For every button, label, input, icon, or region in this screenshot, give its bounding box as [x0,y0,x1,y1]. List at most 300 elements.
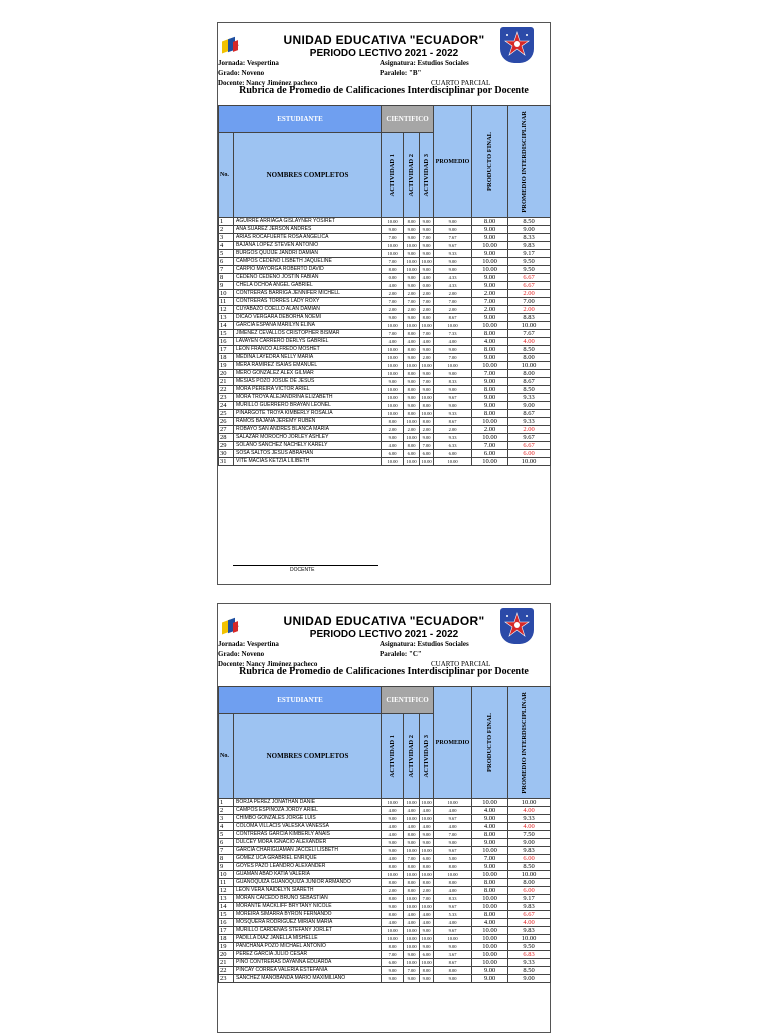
promedio-score: 8.33 [434,895,472,903]
actividad-2-score: 10.00 [404,959,420,967]
promedio-score: 9.00 [434,258,472,266]
actividad-2-score: 9.00 [404,975,420,983]
producto-final-score: 9.00 [472,863,508,871]
actividad-3-score: 10.00 [421,259,432,264]
promedio-interdisciplinar-score: 10.00 [508,871,551,879]
promedio-score: 7.00 [434,298,472,306]
producto-final-score: 8.00 [472,831,508,839]
actividad-2-score: 10.00 [404,815,420,823]
actividad-3-score: 2.00 [420,290,434,298]
producto-final-score: 9.00 [472,274,508,282]
header-producto-final: PRODUCTO FINAL [486,132,494,191]
parcial-label: CUARTO PARCIAL [431,79,491,87]
producto-final-score: 9.00 [472,967,508,975]
header-producto-final: PRODUCTO FINAL [486,713,494,772]
row-number: 8 [219,274,234,282]
actividad-2-score: 7.00 [404,967,420,975]
producto-final-score: 10.00 [472,266,508,274]
actividad-1-score: 7.00 [382,330,404,338]
promedio-score: 10.00 [434,799,472,807]
promedio-score: 8.33 [434,378,472,386]
row-number: 22 [219,967,234,975]
promedio-interdisciplinar-score: 7.50 [508,831,551,839]
actividad-2-score: 9.00 [404,282,420,290]
promedio-interdisciplinar-score: 2.00 [508,306,551,314]
table-row [219,394,551,402]
actividad-3-score: 2.00 [420,306,434,314]
student-name: RAMOS BAJAÑA JEREMY RUBEN [234,418,382,426]
table-row [219,346,551,354]
header-nombres: NOMBRES COMPLETOS [234,714,382,799]
actividad-1-score: 2.00 [382,887,404,895]
actividad-3-score: 10.00 [421,936,432,941]
header-actividad-1: ACTIVIDAD 1 [389,734,397,778]
row-number: 8 [219,855,234,863]
actividad-2-score: 9.00 [404,314,420,322]
promedio-interdisciplinar-score: 4.00 [508,338,551,346]
promedio-interdisciplinar-score: 10.00 [508,799,551,807]
promedio-interdisciplinar-score: 9.33 [508,418,551,426]
actividad-2-score: 10.00 [404,927,420,935]
actividad-3-score: 7.00 [420,895,434,903]
actividad-1-score: 4.00 [382,338,404,346]
student-name: PINO CONTRERAS DAYANNA EDUARDA [234,959,382,967]
header-actividad-3: ACTIVIDAD 3 [423,153,431,197]
actividad-3-score: 4.00 [420,807,434,815]
promedio-interdisciplinar-score: 2.00 [508,290,551,298]
row-number: 21 [219,959,234,967]
promedio-interdisciplinar-score: 9.50 [508,943,551,951]
table-row [219,863,551,871]
actividad-3-score: 9.00 [420,218,434,226]
actividad-3-score: 9.00 [420,831,434,839]
row-number: 23 [219,394,234,402]
actividad-1-score: 9.00 [382,975,404,983]
producto-final-score: 10.00 [472,434,508,442]
table-row [219,370,551,378]
signature-label: DOCENTE [290,567,315,573]
table-row [219,831,551,839]
promedio-score: 9.67 [434,903,472,911]
producto-final-score: 9.00 [472,226,508,234]
row-number: 16 [219,338,234,346]
actividad-3-score: 4.00 [420,274,434,282]
promedio-interdisciplinar-score: 9.33 [508,394,551,402]
header-actividad-1: ACTIVIDAD 1 [389,153,397,197]
actividad-1-score: 4.00 [382,855,404,863]
actividad-3-score: 10.00 [421,872,432,877]
promedio-interdisciplinar-score: 9.00 [508,975,551,983]
promedio-score: 7.00 [434,831,472,839]
promedio-interdisciplinar-score: 6.00 [508,855,551,863]
actividad-1-score: 10.00 [382,346,404,354]
student-name: ROBAYO SAN ANDRES BLANCA MARIA [234,426,382,434]
grades-table [218,105,551,466]
table-row [219,290,551,298]
row-number: 1 [219,218,234,226]
actividad-1-score: 10.00 [382,935,404,943]
producto-final-score: 8.00 [472,410,508,418]
actividad-3-score: 9.00 [420,226,434,234]
table-row [219,967,551,975]
actividad-1-score: 10.00 [382,871,404,879]
actividad-2-score: 6.00 [404,450,420,458]
student-name: PINCAY CORREA VALERIA ESTEFANIA [234,967,382,975]
promedio-interdisciplinar-score: 10.00 [508,458,551,466]
header-no: No. [219,714,234,799]
row-number: 7 [219,847,234,855]
header-estudiante: ESTUDIANTE [219,106,382,133]
promedio-interdisciplinar-score: 8.67 [508,410,551,418]
header-actividad-2: ACTIVIDAD 2 [408,734,416,778]
promedio-interdisciplinar-score: 9.83 [508,903,551,911]
row-number: 9 [219,282,234,290]
promedio-score: 9.00 [434,975,472,983]
row-number: 21 [219,378,234,386]
producto-final-score: 10.00 [472,799,508,807]
promedio-interdisciplinar-score: 9.00 [508,839,551,847]
header-promedio: PROMEDIO [434,106,472,218]
producto-final-score: 8.00 [472,218,508,226]
promedio-interdisciplinar-score: 6.00 [508,450,551,458]
table-row [219,258,551,266]
actividad-2-score: 7.00 [404,298,420,306]
promedio-score: 9.67 [434,927,472,935]
actividad-3-score: 8.00 [420,402,434,410]
row-number: 1 [219,799,234,807]
student-name: MORA TROYA ALEJANDRINA ELIZABETH [234,394,382,402]
actividad-1-score: 4.00 [382,831,404,839]
actividad-2-score: 10.00 [404,322,420,330]
table-row [219,242,551,250]
row-number: 11 [219,879,234,887]
promedio-score: 10.00 [434,458,472,466]
row-number: 4 [219,242,234,250]
actividad-1-score: 8.00 [382,943,404,951]
actividad-3-score: 10.00 [421,411,432,416]
promedio-interdisciplinar-score: 8.00 [508,879,551,887]
asignatura-label: Asignatura: Estudios Sociales [380,59,469,67]
table-row [219,274,551,282]
promedio-score: 4.00 [434,338,472,346]
actividad-3-score: 9.00 [420,927,434,935]
promedio-interdisciplinar-score: 9.33 [508,815,551,823]
promedio-interdisciplinar-score: 8.00 [508,370,551,378]
promedio-score: 4.33 [434,274,472,282]
student-name: PADILLA DIAZ JANELLA MISHELLE [234,935,382,943]
student-name: ARIAS ROCAFUERTE ROSA ANGELICA [234,234,382,242]
student-name: PANCHANA POZO MICHAEL ANTONIO [234,943,382,951]
actividad-2-score: 8.00 [404,410,420,418]
producto-final-score: 8.00 [472,386,508,394]
promedio-score: 6.33 [434,442,472,450]
table-row [219,871,551,879]
promedio-interdisciplinar-score: 8.50 [508,386,551,394]
promedio-interdisciplinar-score: 8.50 [508,346,551,354]
jornada-label: Jornada: Vespertina [218,640,279,648]
promedio-interdisciplinar-score: 9.00 [508,226,551,234]
actividad-1-score: 7.00 [382,298,404,306]
table-row [219,426,551,434]
actividad-1-score: 7.00 [382,258,404,266]
promedio-score: 4.00 [434,887,472,895]
table-row [219,879,551,887]
promedio-interdisciplinar-score: 9.33 [508,959,551,967]
row-number: 20 [219,951,234,959]
row-number: 2 [219,807,234,815]
table-row [219,434,551,442]
producto-final-score: 9.00 [472,394,508,402]
row-number: 3 [219,815,234,823]
promedio-score: 8.67 [434,959,472,967]
actividad-1-score: 10.00 [382,410,404,418]
promedio-interdisciplinar-score: 7.67 [508,330,551,338]
producto-final-score: 10.00 [472,951,508,959]
student-name: MERO GONZALEZ ALEX GILMAR [234,370,382,378]
student-name: CEDEÑO CEDEÑO JOSTIN FABIAN [234,274,382,282]
table-row [219,218,551,226]
actividad-2-score: 8.00 [404,386,420,394]
actividad-1-score: 9.00 [382,839,404,847]
student-name: MESIAS POZO JOSUE DE JESUS [234,378,382,386]
actividad-1-score: 6.00 [382,450,404,458]
producto-final-score: 4.00 [472,919,508,927]
student-name: PINARGOTE TROYA KIMBERLY ROSALIA [234,410,382,418]
actividad-1-score: 6.00 [382,959,404,967]
actividad-1-score: 9.00 [382,378,404,386]
actividad-3-score: 9.00 [420,266,434,274]
producto-final-score: 10.00 [472,258,508,266]
promedio-score: 2.00 [434,290,472,298]
jornada-label: Jornada: Vespertina [218,59,279,67]
producto-final-score: 10.00 [472,935,508,943]
row-number: 23 [219,975,234,983]
producto-final-score: 9.00 [472,402,508,410]
actividad-2-score: 8.00 [404,831,420,839]
producto-final-score: 10.00 [472,943,508,951]
student-name: BORJA PEREZ JONATHAN DANIE [234,799,382,807]
actividad-2-score: 9.00 [404,951,420,959]
row-number: 13 [219,895,234,903]
actividad-1-score: 10.00 [382,370,404,378]
actividad-3-score: 10.00 [421,816,432,821]
sheet-header [218,604,550,674]
actividad-1-score: 10.00 [382,458,404,466]
actividad-3-score: 0.00 [420,282,434,290]
producto-final-score: 10.00 [472,903,508,911]
row-number: 11 [219,298,234,306]
actividad-1-score: 8.00 [382,266,404,274]
table-row [219,250,551,258]
producto-final-score: 10.00 [472,927,508,935]
actividad-3-score: 6.00 [420,951,434,959]
promedio-score: 8.00 [434,879,472,887]
actividad-3-score: 8.00 [420,863,434,871]
actividad-3-score: 7.00 [420,330,434,338]
asignatura-label: Asignatura: Estudios Sociales [380,640,469,648]
row-number: 29 [219,442,234,450]
paralelo-label: Paralelo: "C" [380,650,422,658]
promedio-score: 9.67 [434,242,472,250]
promedio-score: 9.00 [434,943,472,951]
student-name: MOREIRA SIMARRA BYRON FERNANDO [234,911,382,919]
actividad-1-score: 9.00 [382,314,404,322]
actividad-3-score: 9.00 [420,346,434,354]
producto-final-score: 9.00 [472,250,508,258]
producto-final-score: 2.00 [472,306,508,314]
actividad-3-score: 10.00 [421,848,432,853]
student-name: CAMPOS CEDEÑO LISBETH JAQUELINE [234,258,382,266]
producto-final-score: 8.00 [472,911,508,919]
promedio-interdisciplinar-score: 8.83 [508,314,551,322]
table-row [219,927,551,935]
promedio-score: 4.00 [434,807,472,815]
producto-final-score: 7.00 [472,855,508,863]
sheet-header [218,23,550,93]
header-cientifico: CIENTIFICO [382,106,434,133]
promedio-score: 9.00 [434,218,472,226]
producto-final-score: 4.00 [472,807,508,815]
table-row [219,943,551,951]
actividad-3-score: 2.00 [420,354,434,362]
actividad-2-score: 8.00 [404,442,420,450]
actividad-1-score: 4.00 [382,823,404,831]
promedio-interdisciplinar-score: 9.83 [508,847,551,855]
actividad-1-score: 10.00 [382,322,404,330]
table-row [219,266,551,274]
promedio-interdisciplinar-score: 6.67 [508,442,551,450]
actividad-2-score: 9.00 [404,226,420,234]
actividad-2-score: 10.00 [404,258,420,266]
row-number: 25 [219,410,234,418]
school-name: UNIDAD EDUCATIVA "ECUADOR" [283,614,485,628]
student-name: SOSA SALTOS JESUS ABRAHAN [234,450,382,458]
promedio-interdisciplinar-score: 8.50 [508,863,551,871]
row-number: 19 [219,362,234,370]
producto-final-score: 9.00 [472,975,508,983]
promedio-score: 10.00 [434,362,472,370]
actividad-3-score: 9.00 [420,943,434,951]
table-row [219,282,551,290]
actividad-1-score: 4.00 [382,919,404,927]
promedio-score: 9.00 [434,386,472,394]
header-no: No. [219,133,234,218]
student-name: BURGOS QUIJIJE JANDRI DAMIAN [234,250,382,258]
actividad-2-score: 8.00 [404,370,420,378]
actividad-2-score: 2.00 [404,426,420,434]
producto-final-score: 9.00 [472,354,508,362]
actividad-2-score: 9.00 [404,378,420,386]
actividad-2-score: 8.00 [404,330,420,338]
actividad-3-score: 9.00 [420,839,434,847]
promedio-score: 2.00 [434,426,472,434]
table-row [219,807,551,815]
promedio-interdisciplinar-score: 8.50 [508,218,551,226]
promedio-interdisciplinar-score: 8.50 [508,967,551,975]
row-number: 14 [219,322,234,330]
promedio-interdisciplinar-score: 8.67 [508,378,551,386]
promedio-score: 5.33 [434,911,472,919]
signature-line [233,565,378,566]
producto-final-score: 8.00 [472,346,508,354]
table-row [219,847,551,855]
student-name: MERA RAMIREZ ISAIAS EMANUEL [234,362,382,370]
row-number: 20 [219,370,234,378]
actividad-1-score: 10.00 [382,362,404,370]
producto-final-score: 9.00 [472,314,508,322]
row-number: 18 [219,354,234,362]
actividad-2-score: 9.00 [404,274,420,282]
producto-final-score: 4.00 [472,823,508,831]
actividad-1-score: 4.00 [382,442,404,450]
student-name: CHIMBO GONZALES JORGE LUIS [234,815,382,823]
student-name: CONTRERAS GARCIA KIMBERLY ANAIS [234,831,382,839]
promedio-interdisciplinar-score: 9.17 [508,250,551,258]
student-name: SANCHEZ MANOBANDA MARIO MAXIMILIANO [234,975,382,983]
table-row [219,354,551,362]
actividad-1-score: 10.00 [382,218,404,226]
actividad-1-score: 7.00 [382,951,404,959]
promedio-interdisciplinar-score: 6.83 [508,951,551,959]
table-row [219,959,551,967]
actividad-3-score: 7.00 [420,234,434,242]
promedio-score: 5.00 [434,855,472,863]
producto-final-score: 9.00 [472,815,508,823]
promedio-interdisciplinar-score: 9.50 [508,258,551,266]
actividad-1-score: 9.00 [382,967,404,975]
actividad-1-score: 10.00 [382,250,404,258]
parcial-label: CUARTO PARCIAL [431,660,491,668]
student-name: SOLANO SANCHEZ NACHELY KARELY [234,442,382,450]
promedio-score: 9.33 [434,410,472,418]
school-period: PERIODO LECTIVO 2021 - 2022 [309,48,459,59]
promedio-interdisciplinar-score: 6.67 [508,911,551,919]
promedio-interdisciplinar-score: 10.00 [508,362,551,370]
row-number: 15 [219,911,234,919]
promedio-score: 4.00 [434,823,472,831]
student-name: CONTRERAS TORRES LADY ROXY [234,298,382,306]
actividad-2-score: 9.00 [404,250,420,258]
header-promedio-interdisciplinar: PROMEDIO INTERDISCIPLINAR [521,691,529,794]
school-period: PERIODO LECTIVO 2021 - 2022 [309,629,459,640]
actividad-1-score: 9.00 [382,434,404,442]
actividad-1-score: 10.00 [382,402,404,410]
table-row [219,378,551,386]
header-nombres: NOMBRES COMPLETOS [234,133,382,218]
row-number: 12 [219,887,234,895]
table-row [219,839,551,847]
promedio-interdisciplinar-score: 9.50 [508,266,551,274]
table-row [219,951,551,959]
actividad-2-score: 10.00 [404,434,420,442]
table-row [219,402,551,410]
table-row [219,298,551,306]
student-name: MURILLO CARDENAS STEFANY JORLET [234,927,382,935]
actividad-3-score: 8.00 [420,314,434,322]
promedio-score: 9.67 [434,394,472,402]
actividad-1-score: 2.00 [382,290,404,298]
promedio-interdisciplinar-score: 6.67 [508,282,551,290]
row-number: 3 [219,234,234,242]
table-row [219,935,551,943]
promedio-score: 8.67 [434,314,472,322]
row-number: 10 [219,290,234,298]
producto-final-score: 10.00 [472,322,508,330]
producto-final-score: 10.00 [472,959,508,967]
actividad-3-score: 4.00 [420,919,434,927]
student-name: MORAN CAICEDO BRUNO SEBASTIAN [234,895,382,903]
actividad-2-score: 10.00 [404,266,420,274]
